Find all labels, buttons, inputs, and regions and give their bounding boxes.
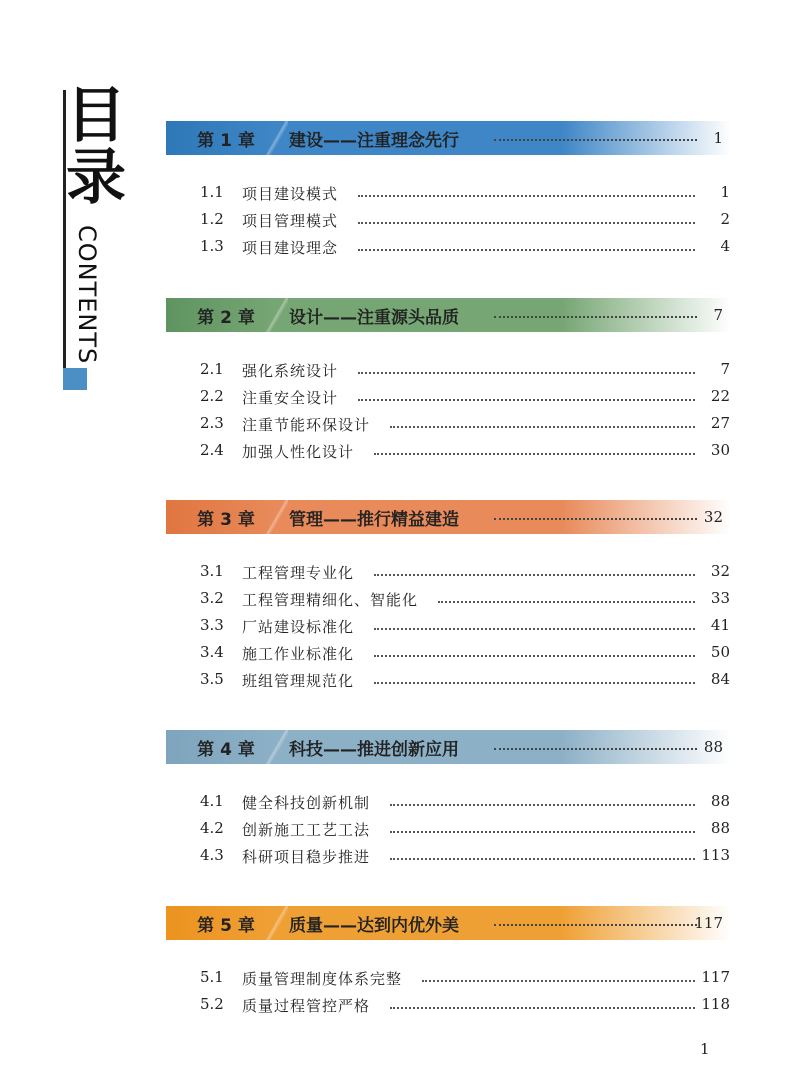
section-leader-dots	[390, 1007, 695, 1009]
chapter-bar[interactable]	[166, 906, 731, 940]
section-entry[interactable]	[0, 387, 790, 409]
section-number: 2.3	[200, 414, 224, 432]
section-title: 科研项目稳步推进	[242, 846, 376, 867]
section-title: 班组管理规范化	[242, 670, 360, 691]
chapter-label: 第 1 章	[197, 130, 255, 151]
section-number: 1.1	[200, 183, 224, 201]
section-page: 27	[710, 414, 730, 432]
section-leader-dots	[374, 628, 695, 630]
section-leader-dots	[390, 831, 695, 833]
section-entry[interactable]	[0, 846, 790, 868]
section-page: 7	[720, 360, 730, 378]
chapter-title: 建设——注重理念先行	[289, 130, 459, 151]
chapter-page: 1	[713, 129, 723, 147]
chapter-bar[interactable]	[166, 730, 731, 764]
section-entry[interactable]	[0, 360, 790, 382]
chapter-leader-dots	[494, 924, 697, 926]
section-leader-dots	[358, 249, 695, 251]
section-number: 4.3	[200, 846, 224, 864]
section-page: 88	[710, 819, 730, 837]
chapter-page: 7	[713, 306, 723, 324]
section-entry[interactable]	[0, 792, 790, 814]
section-number: 2.1	[200, 360, 224, 378]
page-number: 1	[700, 1040, 710, 1058]
section-entry[interactable]	[0, 589, 790, 611]
section-page: 41	[710, 616, 730, 634]
section-title: 健全科技创新机制	[242, 792, 376, 813]
chapter-page: 117	[694, 914, 723, 932]
section-page: 32	[710, 562, 730, 580]
chapter-title: 设计——注重源头品质	[289, 307, 459, 328]
section-title: 厂站建设标准化	[242, 616, 360, 637]
chapter-title: 科技——推进创新应用	[289, 739, 459, 760]
section-title: 施工作业标准化	[242, 643, 360, 664]
section-leader-dots	[358, 222, 695, 224]
section-entry[interactable]	[0, 968, 790, 990]
section-page: 1	[720, 183, 730, 201]
section-number: 2.2	[200, 387, 224, 405]
chapter-bar[interactable]	[166, 500, 731, 534]
section-title: 工程管理专业化	[242, 562, 360, 583]
section-leader-dots	[390, 426, 695, 428]
chapter-leader-dots	[494, 316, 697, 318]
section-leader-dots	[422, 980, 695, 982]
section-page: 50	[710, 643, 730, 661]
section-title: 质量管理制度体系完整	[242, 968, 408, 989]
section-number: 3.5	[200, 670, 224, 688]
toc-heading-english: CONTENTS	[73, 225, 101, 365]
section-title: 强化系统设计	[242, 360, 344, 381]
section-leader-dots	[374, 574, 695, 576]
section-number: 2.4	[200, 441, 224, 459]
section-entry[interactable]	[0, 995, 790, 1017]
section-title: 项目建设模式	[242, 183, 344, 204]
chapter-bar[interactable]	[166, 298, 731, 332]
section-leader-dots	[438, 601, 695, 603]
toc-heading-char-2: 录	[66, 143, 126, 213]
chapter-leader-dots	[494, 748, 697, 750]
section-number: 3.2	[200, 589, 224, 607]
section-title: 加强人性化设计	[242, 441, 360, 462]
section-number: 4.2	[200, 819, 224, 837]
section-title: 创新施工工艺工法	[242, 819, 376, 840]
section-page: 84	[710, 670, 730, 688]
section-entry[interactable]	[0, 237, 790, 259]
section-leader-dots	[358, 195, 695, 197]
chapter-leader-dots	[494, 518, 697, 520]
chapter-bar[interactable]	[166, 121, 731, 155]
section-leader-dots	[390, 858, 695, 860]
chapter-label: 第 5 章	[197, 915, 255, 936]
section-leader-dots	[374, 682, 695, 684]
section-page: 2	[720, 210, 730, 228]
section-title: 注重安全设计	[242, 387, 344, 408]
chapter-title: 质量——达到内优外美	[289, 915, 459, 936]
chapter-page: 32	[703, 508, 723, 526]
section-title: 质量过程管控严格	[242, 995, 376, 1016]
section-page: 4	[720, 237, 730, 255]
section-entry[interactable]	[0, 414, 790, 436]
chapter-label: 第 3 章	[197, 509, 255, 530]
section-leader-dots	[374, 655, 695, 657]
section-number: 1.2	[200, 210, 224, 228]
section-title: 注重节能环保设计	[242, 414, 376, 435]
section-page: 113	[701, 846, 730, 864]
section-number: 3.3	[200, 616, 224, 634]
section-entry[interactable]	[0, 562, 790, 584]
chapter-title: 管理——推行精益建造	[289, 509, 459, 530]
chapter-page: 88	[703, 738, 723, 756]
section-leader-dots	[358, 399, 695, 401]
section-title: 项目建设理念	[242, 237, 344, 258]
section-entry[interactable]	[0, 819, 790, 841]
section-entry[interactable]	[0, 616, 790, 638]
section-leader-dots	[390, 804, 695, 806]
chapter-label: 第 4 章	[197, 739, 255, 760]
chapter-label: 第 2 章	[197, 307, 255, 328]
section-page: 117	[701, 968, 730, 986]
section-leader-dots	[358, 372, 695, 374]
toc-heading-char-1: 目	[66, 81, 126, 151]
section-entry[interactable]	[0, 441, 790, 463]
section-number: 3.1	[200, 562, 224, 580]
section-number: 5.2	[200, 995, 224, 1013]
section-title: 工程管理精细化、智能化	[242, 589, 424, 610]
section-number: 5.1	[200, 968, 224, 986]
section-page: 33	[710, 589, 730, 607]
section-title: 项目管理模式	[242, 210, 344, 231]
section-entry[interactable]	[0, 210, 790, 232]
chapter-leader-dots	[494, 139, 697, 141]
section-number: 3.4	[200, 643, 224, 661]
section-leader-dots	[374, 453, 695, 455]
section-page: 88	[710, 792, 730, 810]
section-entry[interactable]	[0, 670, 790, 692]
section-entry[interactable]	[0, 643, 790, 665]
section-number: 1.3	[200, 237, 224, 255]
section-page: 22	[710, 387, 730, 405]
section-page: 30	[710, 441, 730, 459]
section-number: 4.1	[200, 792, 224, 810]
section-page: 118	[701, 995, 730, 1013]
section-entry[interactable]	[0, 183, 790, 205]
